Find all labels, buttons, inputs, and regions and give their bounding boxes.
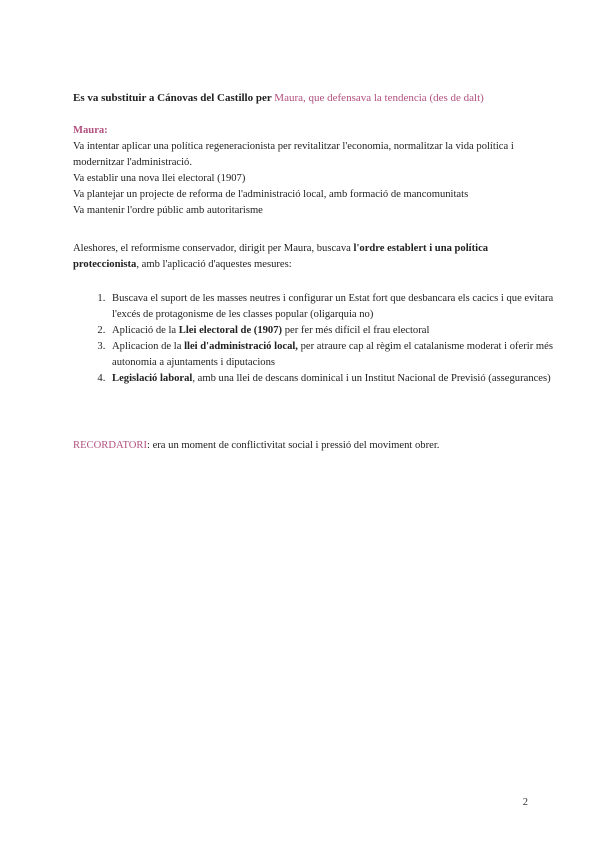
list-item-text: per atraure cap al règim el catalanisme moderat i oferir més autonomia a ajuntaments i diputacions <box>112 341 553 368</box>
paragraph-tail: , amb l'aplicació d'aquestes mesures: <box>136 259 292 270</box>
maura-title: Maura: <box>73 125 108 136</box>
section-heading <box>73 90 533 106</box>
list-item <box>108 339 568 371</box>
list-item-text: Aplicacion de la <box>112 341 185 352</box>
maura-line: Va plantejar un projecte de reforma de l'administració local, amb formació de mancomunitats <box>73 189 469 200</box>
reminder-text: : era un moment de conflictivitat social i pressió del moviment obrer. <box>146 440 440 451</box>
list-item-text: Buscava el suport de les masses neutres i configurar un Estat fort que desbancara els cacics i que evitara l'excés de protagonisme de les classes popular (oligarquia no) <box>112 293 554 320</box>
reminder-label: RECORDATORI <box>73 440 147 451</box>
measures-list <box>73 291 568 387</box>
paragraph-lead: Aleshores, el reformisme conservador, dirigit per Maura, buscava <box>73 243 354 254</box>
maura-line: Va mantenir l'ordre públic amb autoritarisme <box>73 205 263 216</box>
heading-highlight-text: Maura, que defensava la tendencia (des de dalt) <box>274 92 484 104</box>
maura-line: Va establir una nova llei electoral (1907) <box>73 173 246 184</box>
list-item <box>108 371 568 387</box>
list-item-text: , amb una llei de descans dominical i un Institut Nacional de Previsió (assegurances) <box>192 373 551 384</box>
reminder-note <box>73 438 533 454</box>
maura-line: Va intentar aplicar una política regeneracionista per revitalitzar l'economia, normalitzar la vida política i modernitzar l'administració. <box>73 141 514 168</box>
list-item-bold: Legislació laboral <box>112 373 193 384</box>
maura-section <box>73 123 533 219</box>
list-item-text: Aplicació de la <box>112 325 179 336</box>
list-item <box>108 291 568 323</box>
reformism-paragraph <box>73 241 533 273</box>
heading-bold-text: Es va substituir a Cánovas del Castillo per <box>73 92 275 104</box>
list-item <box>108 323 568 339</box>
list-item-text: per fer més difícil el frau electoral <box>282 325 430 336</box>
paragraph-bold: l'ordre establert i una política proteccionista <box>73 243 489 270</box>
list-item-bold: Llei electoral de (1907) <box>178 325 283 336</box>
page-number: 2 <box>522 797 528 808</box>
list-item-bold: llei d'administració local, <box>184 341 298 352</box>
